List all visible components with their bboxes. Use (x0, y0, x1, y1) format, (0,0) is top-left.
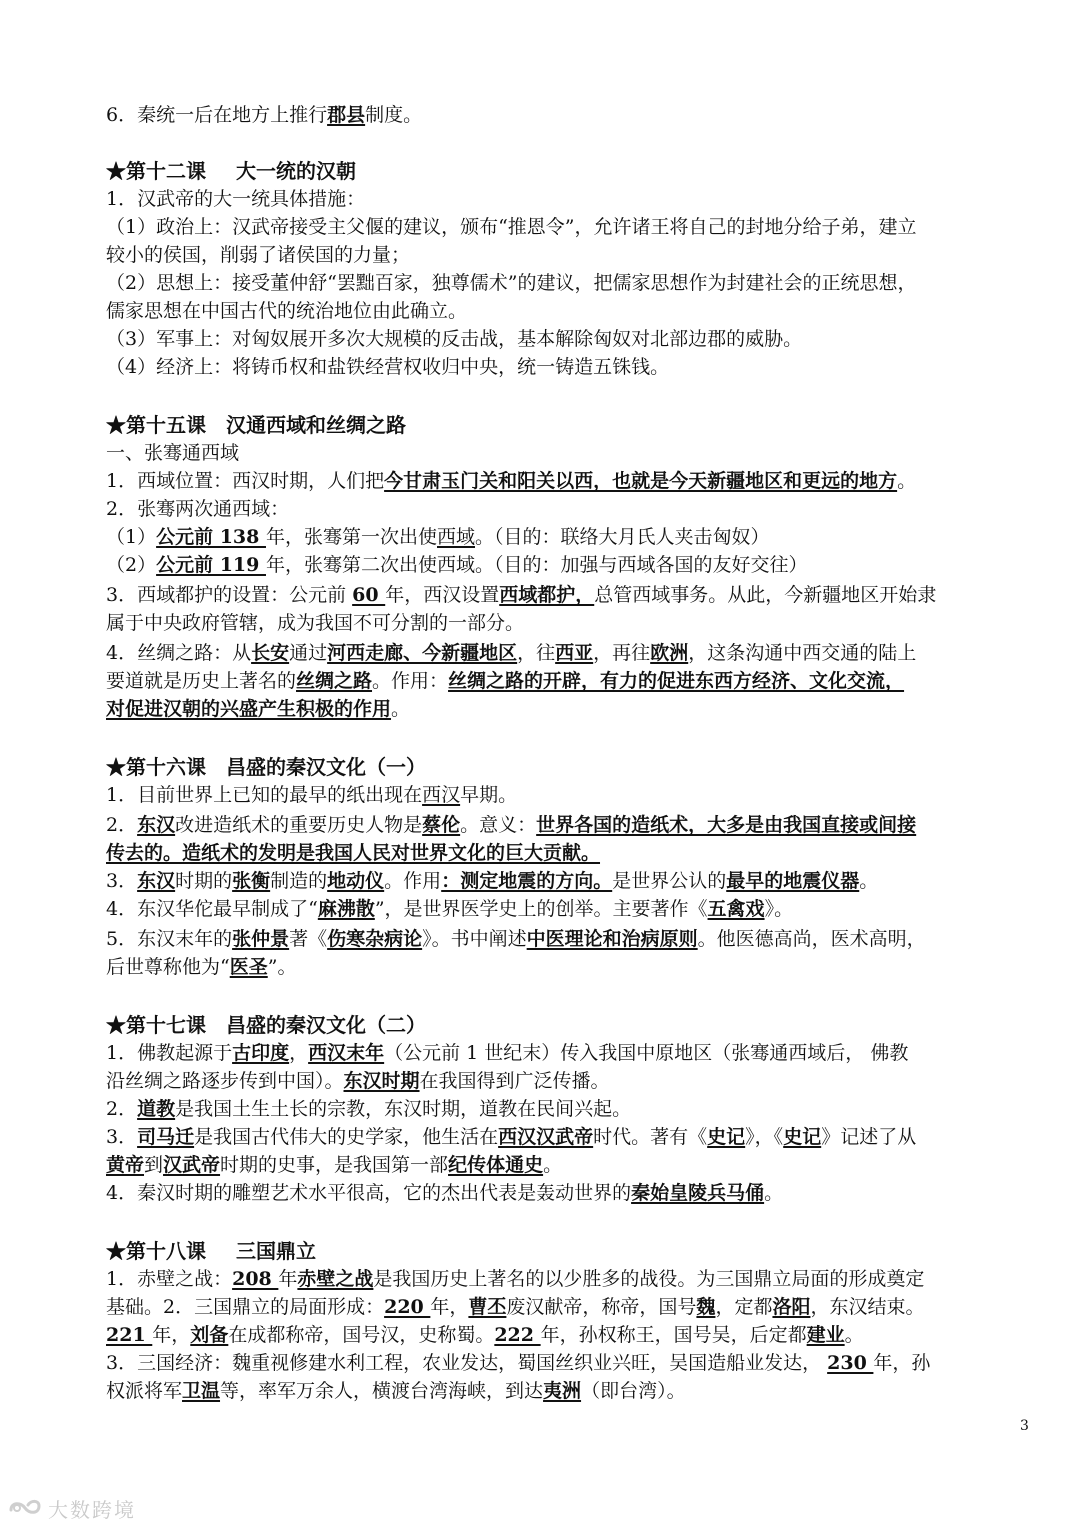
text-line (106, 926, 1032, 952)
text-run: （2）思想上：接受董仲舒“罢黜百家，独尊儒术”的建议，把儒家思想作为封建社会的正统思想， (106, 272, 917, 294)
text-run: 。 (543, 1154, 563, 1176)
text-run: 1．佛教起源于 (106, 1042, 233, 1064)
key-term: ：测定地震的方向。 (441, 870, 613, 892)
text-line (106, 868, 1032, 894)
text-run: （3）军事上：对匈奴展开多次大规模的反击战，基本解除匈奴对北部边郡的威胁。 (106, 328, 803, 350)
text-run: 废汉献帝，称帝，国号 (506, 1296, 697, 1318)
key-term: 道教 (137, 1098, 176, 1120)
text-run: 年，西汉设置 (385, 584, 500, 606)
lesson-heading (106, 1012, 1032, 1038)
key-term: 地动仪 (327, 870, 385, 892)
text-line (106, 640, 1032, 666)
text-run: 5．东汉末年的 (106, 928, 233, 950)
text-run: ”，是世界医学史上的创举。主要著作《 (374, 898, 708, 920)
text-run: 到 (144, 1154, 164, 1176)
text-line (106, 896, 1032, 922)
key-term: 洛阳 (772, 1296, 811, 1318)
key-term: 丝绸之路 (296, 670, 373, 692)
text-run: ，这条沟通中西交通的陆上 (688, 642, 917, 664)
text-run: 。（目的：联络大月氏人夹击匈奴） (475, 526, 770, 548)
text-run: 。 (844, 1324, 864, 1346)
text-run: 后世尊称他为“ (106, 956, 230, 978)
key-term: 古印度 (232, 1042, 290, 1064)
text-line (106, 812, 1032, 838)
text-run: 制度。 (365, 104, 423, 126)
text-run: 要道就是历史上著名的 (106, 670, 297, 692)
key-term: 卫温 (182, 1380, 221, 1402)
text-run: ，东汉结束。 (810, 1296, 925, 1318)
text-run: 属于中央政府管辖，成为我国不可分割的一部分。 (106, 612, 525, 634)
text-run: 。作用 (384, 870, 442, 892)
text-run: 3． (106, 1126, 138, 1148)
text-run: （公元前 1 世纪末）传入我国中原地区（张骞通西域后， 佛教 (384, 1042, 909, 1064)
text-line (106, 1096, 1032, 1122)
key-term: 西亚 (555, 642, 594, 664)
text-run: ★第十八课 (106, 1239, 206, 1263)
key-term: 60 (352, 584, 386, 606)
text-line (106, 840, 1032, 866)
text-run: 》，《 (745, 1126, 784, 1148)
text-line (106, 1152, 1032, 1178)
text-line (106, 696, 1032, 722)
text-run: ，往 (517, 642, 556, 664)
text-run: 在我国得到广泛传播。 (419, 1070, 610, 1092)
page-number: 3 (1020, 1418, 1029, 1434)
key-term: 东汉 (137, 814, 176, 836)
text-run: 1．西域位置：西汉时期，人们把 (106, 470, 385, 492)
text-run: 是我国古代伟大的史学家，他生活在 (194, 1126, 499, 1148)
key-term: 今甘肃玉门关和阳关以西，也就是今天新疆地区和更远的地方 (384, 470, 898, 492)
text-run: 是我国土生土长的宗教，东汉时期，道教在民间兴起。 (175, 1098, 632, 1120)
key-term: 史记 (707, 1126, 746, 1148)
text-line (106, 1180, 1032, 1206)
text-run: ，定都 (715, 1296, 773, 1318)
text-line (106, 440, 1032, 466)
key-term: 对促进汉朝的兴盛产生积极的作用 (106, 698, 392, 720)
key-term: 麻沸散 (317, 898, 375, 920)
key-term: 魏 (696, 1296, 716, 1318)
key-term: 西域 (437, 526, 476, 548)
key-term: 欧洲 (650, 642, 689, 664)
text-run: 。 (897, 470, 917, 492)
key-term: 公元前 119 (156, 554, 266, 576)
text-run: 4．东汉华佗最早制成了“ (106, 898, 318, 920)
text-run: 1．赤壁之战： (106, 1268, 233, 1290)
text-run: （即台湾）。 (581, 1380, 686, 1402)
text-run: 权派将军 (106, 1380, 183, 1402)
key-term: 220 (384, 1296, 431, 1318)
key-term: 丝绸之路的开辟，有力的促进东西方经济、文化交流， (448, 670, 905, 692)
key-term: 河西走廊、今新疆地区 (327, 642, 518, 664)
text-run: 在成都称帝，国号汉，史称蜀。 (228, 1324, 495, 1346)
watermark (8, 1494, 136, 1522)
key-term: 西汉汉武帝 (498, 1126, 594, 1148)
key-term: 最早的地震仪器 (726, 870, 860, 892)
text-run: 大一统的汉朝 (236, 159, 356, 183)
text-line (106, 782, 1032, 808)
key-term: 秦始皇陵兵马俑 (631, 1182, 765, 1204)
text-run: ，再往 (593, 642, 651, 664)
text-run: （4）经济上：将铸币权和盐铁经营权收归中央，统一铸造五铢钱。 (106, 356, 670, 378)
text-run: 》。 (764, 898, 794, 920)
text-run: ★第十七课 昌盛的秦汉文化（二） (106, 1013, 426, 1037)
text-line (106, 354, 1032, 380)
text-run: 是世界公认的 (612, 870, 727, 892)
text-run: 。 (391, 698, 411, 720)
watermark-text: 大数跨境 (48, 1497, 136, 1522)
text-run: 年，张骞第二次出使西域。（目的：加强与西域各国的友好交往） (265, 554, 808, 576)
text-run: 2． (106, 814, 138, 836)
text-run: 年， (430, 1296, 469, 1318)
text-run: 通过 (289, 642, 328, 664)
text-run: ★第十五课 汉通西域和丝绸之路 (106, 413, 406, 437)
key-term: 伤寒杂病论 (327, 928, 423, 950)
text-line (106, 468, 1032, 494)
text-run: 年， (152, 1324, 191, 1346)
text-line (106, 186, 1032, 212)
text-run: 年，孙权称王，国号吴，后定都 (540, 1324, 807, 1346)
text-run: 是我国历史上著名的以少胜多的战役。为三国鼎立局面的形成奠定 (373, 1268, 925, 1290)
key-term: 汉武帝 (163, 1154, 221, 1176)
text-run: （1）政治上：汉武帝接受主父偃的建议，颁布“推恩令”，允许诸王将自己的封地分给子弟，建立 (106, 216, 917, 238)
key-term: 传去的。造纸术的发明是我国人民对世界文化的巨大贡献。 (106, 842, 601, 864)
text-line (106, 214, 1032, 240)
text-line (106, 1294, 1032, 1320)
text-line (106, 326, 1032, 352)
key-term: 世界各国的造纸术，大多是由我国直接或间接 (536, 814, 917, 836)
key-term: 曹丕 (468, 1296, 507, 1318)
text-run: 4．秦汉时期的雕塑艺术水平很高，它的杰出代表是轰动世界的 (106, 1182, 632, 1204)
text-run: ”。 (267, 956, 297, 978)
text-run: 三国鼎立 (236, 1239, 316, 1263)
text-line (106, 1378, 1032, 1404)
key-term: 史记 (783, 1126, 822, 1148)
text-run: 改进造纸术的重要历史人物是 (175, 814, 423, 836)
text-run: 3．西域都护的设置：公元前 (106, 584, 353, 606)
text-line (106, 1068, 1032, 1094)
text-line (106, 954, 1032, 980)
text-run: 沿丝绸之路逐步传到中国）。 (106, 1070, 344, 1092)
text-run: 。意义： (460, 814, 537, 836)
text-run: 年 (278, 1268, 298, 1290)
key-term: 刘备 (190, 1324, 229, 1346)
lesson-heading (106, 158, 1032, 184)
text-line (106, 298, 1032, 324)
text-run: 等，率军万余人，横渡台湾海峡，到达 (220, 1380, 544, 1402)
text-line (106, 582, 1032, 608)
key-term: 东汉时期 (343, 1070, 420, 1092)
text-run: 6．秦统一后在地方上推行 (106, 104, 328, 126)
key-term: 纪传体通史 (448, 1154, 544, 1176)
text-run: 基础。2．三国鼎立的局面形成： (106, 1296, 385, 1318)
text-line (106, 1124, 1032, 1150)
text-run: 。他医德高尚，医术高明， (697, 928, 926, 950)
text-run: 年，孙 (873, 1352, 931, 1374)
text-run: 1．汉武帝的大一统具体措施： (106, 188, 366, 210)
text-run: 2．张骞两次通西域： (106, 498, 290, 520)
key-term: 221 (106, 1324, 153, 1346)
text-run: ★第十六课 昌盛的秦汉文化（一） (106, 755, 426, 779)
text-run: ， (289, 1042, 309, 1064)
text-run: 儒家思想在中国古代的统治地位由此确立。 (106, 300, 468, 322)
text-line (106, 1266, 1032, 1292)
text-run: 》。书中阐述 (422, 928, 527, 950)
text-run: （2） (106, 554, 157, 576)
text-run: 》记述了从 (821, 1126, 917, 1148)
key-term: 西域都护， (499, 584, 595, 606)
text-run: 较小的侯国，削弱了诸侯国的力量； (106, 244, 411, 266)
text-run: 时期的 (175, 870, 233, 892)
text-run: 著《 (289, 928, 328, 950)
text-run: 1．目前世界上已知的最早的纸出现在 (106, 784, 423, 806)
text-run: 一、张骞通西域 (106, 442, 240, 464)
key-term: 夷洲 (543, 1380, 582, 1402)
key-term: 西汉末年 (308, 1042, 385, 1064)
text-run: 3． (106, 870, 138, 892)
text-line (106, 552, 1032, 578)
lesson-heading (106, 1238, 1032, 1264)
key-term: 230 (827, 1352, 874, 1374)
key-term: 司马迁 (137, 1126, 195, 1148)
text-run: 3．三国经济：魏重视修建水利工程，农业发达，蜀国丝织业兴旺，吴国造船业发达， (106, 1352, 828, 1374)
text-line (106, 524, 1032, 550)
text-line (106, 102, 1032, 128)
key-term: 张仲景 (232, 928, 290, 950)
key-term: 蔡伦 (422, 814, 461, 836)
text-line (106, 1322, 1032, 1348)
text-run: 。作用： (372, 670, 449, 692)
text-run: 制造的 (270, 870, 328, 892)
key-term: 208 (232, 1268, 279, 1290)
text-run: 4．丝绸之路：从 (106, 642, 252, 664)
text-run: （1） (106, 526, 157, 548)
key-term: 西汉 (422, 784, 461, 806)
text-run: 年，张骞第一次出使 (265, 526, 437, 548)
text-run: 。 (859, 870, 879, 892)
text-run: 2． (106, 1098, 138, 1120)
key-term: 公元前 138 (156, 526, 266, 548)
text-run: 总管西域事务。从此，今新疆地区开始隶 (594, 584, 937, 606)
key-term: 五禽戏 (707, 898, 765, 920)
text-line (106, 610, 1032, 636)
text-run: 时期的史事，是我国第一部 (220, 1154, 449, 1176)
text-run: 时代。著有《 (593, 1126, 708, 1148)
key-term: 黄帝 (106, 1154, 145, 1176)
text-line (106, 242, 1032, 268)
key-term: 长安 (251, 642, 290, 664)
key-term: 东汉 (137, 870, 176, 892)
lesson-heading (106, 754, 1032, 780)
text-run: 早期。 (460, 784, 518, 806)
lesson-heading (106, 412, 1032, 438)
text-line (106, 1350, 1032, 1376)
text-run: 。 (764, 1182, 784, 1204)
key-term: 222 (494, 1324, 541, 1346)
key-term: 赤壁之战 (297, 1268, 374, 1290)
key-term: 中医理论和治病原则 (526, 928, 698, 950)
text-line (106, 668, 1032, 694)
key-term: 郡县 (327, 104, 366, 126)
text-run: ★第十二课 (106, 159, 206, 183)
key-term: 建业 (806, 1324, 845, 1346)
text-line (106, 496, 1032, 522)
text-line (106, 270, 1032, 296)
loop-logo-icon (8, 1496, 42, 1520)
key-term: 张衡 (232, 870, 271, 892)
key-term: 医圣 (229, 956, 268, 978)
text-line (106, 1040, 1032, 1066)
